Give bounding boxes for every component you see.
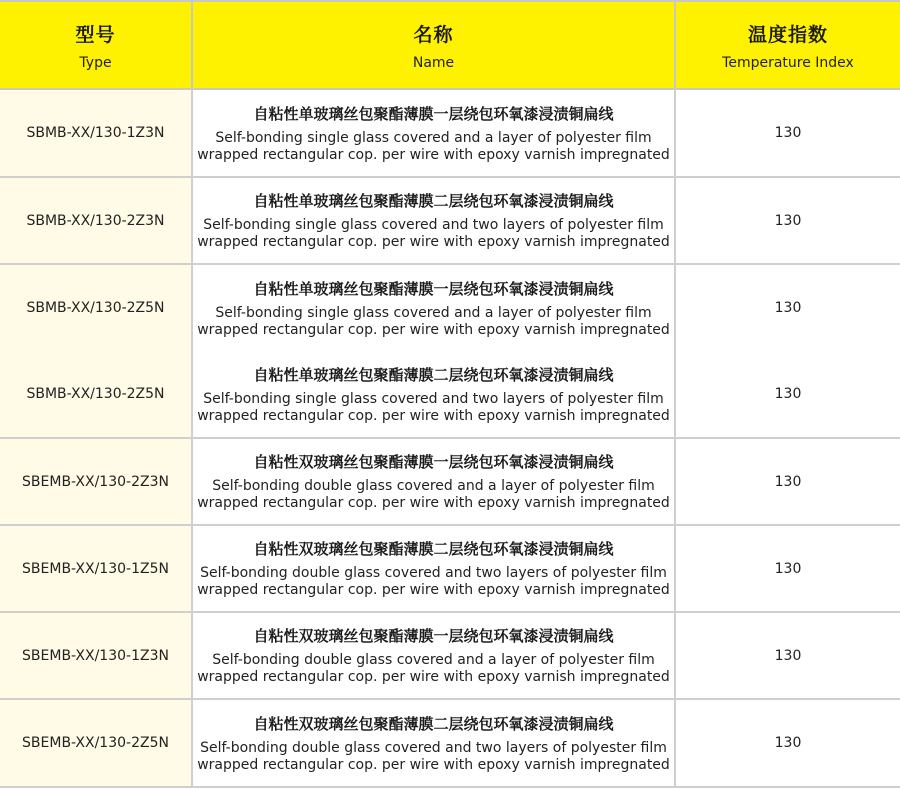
name-cell [193,351,676,437]
temp-cell [676,439,900,524]
table-row [0,526,900,613]
type-value: SBEMB-XX/130-2Z5N [22,735,169,751]
temp-cell [676,613,900,698]
name-zh: 自粘性双玻璃丝包聚酯薄膜二层绕包环氧漆浸渍铜扁线 [253,714,614,733]
name-en-line2: wrapped rectangular cop. per wire with epoxy varnish impregnated [197,234,670,250]
name-cell [193,613,676,698]
temp-value: 130 [774,125,802,141]
name-zh: 自粘性双玻璃丝包聚酯薄膜一层绕包环氧漆浸渍铜扁线 [253,453,614,471]
name-cell [193,700,676,786]
type-cell [0,700,193,786]
type-value: SBMB-XX/130-1Z3N [26,125,165,141]
name-cell [193,526,676,611]
header-type [0,2,193,88]
name-en-line1: Self-bonding double glass covered and two layers of polyester film [200,565,667,581]
header-temp-zh: 温度指数 [747,23,828,46]
name-en-line1: Self-bonding double glass covered and a layer of polyester film [212,652,655,668]
temp-value: 130 [774,560,802,577]
type-cell [0,265,193,351]
temp-value: 130 [774,647,802,664]
table-row [0,265,900,351]
header-temp [676,2,900,88]
temp-value: 130 [774,735,802,751]
header-name-en: Name [412,54,455,71]
table-row [0,439,900,526]
name-en-line2: wrapped rectangular cop. per wire with epoxy varnish impregnated [197,407,670,424]
name-zh: 自粘性单玻璃丝包聚酯薄膜一层绕包环氧漆浸渍铜扁线 [253,279,614,298]
header-type-en: Type [79,54,112,71]
name-en-line1: Self-bonding single glass covered and a layer of polyester film [215,304,652,321]
name-cell [193,265,676,351]
temp-value: 130 [774,386,802,402]
name-zh: 自粘性单玻璃丝包聚酯薄膜二层绕包环氧漆浸渍铜扁线 [253,365,614,384]
type-value: SBMB-XX/130-2Z5N [26,300,165,316]
table-row [0,700,900,788]
name-zh: 自粘性单玻璃丝包聚酯薄膜二层绕包环氧漆浸渍铜扁线 [253,192,614,210]
name-en-line1: Self-bonding single glass covered and two layers of polyester film [203,390,664,407]
temp-cell [676,700,900,786]
name-en-line2: wrapped rectangular cop. per wire with epoxy varnish impregnated [197,582,670,598]
name-cell [193,178,676,263]
type-value: SBEMB-XX/130-1Z5N [22,560,169,577]
temp-value: 130 [774,473,802,490]
type-cell [0,613,193,698]
name-zh: 自粘性单玻璃丝包聚酯薄膜一层绕包环氧漆浸渍铜扁线 [253,104,614,123]
name-en-line2: wrapped rectangular cop. per wire with epoxy varnish impregnated [197,669,670,685]
table-header [0,0,900,90]
type-cell [0,90,193,176]
header-type-zh: 型号 [75,23,116,46]
name-en-line1: Self-bonding double glass covered and two layers of polyester film [200,739,667,756]
name-en-line2: wrapped rectangular cop. per wire with epoxy varnish impregnated [197,495,670,511]
temp-cell [676,351,900,437]
name-cell [193,439,676,524]
name-en-line1: Self-bonding double glass covered and a layer of polyester film [212,478,655,494]
temp-cell [676,178,900,263]
table-row [0,90,900,178]
header-name [193,2,676,88]
name-zh: 自粘性双玻璃丝包聚酯薄膜二层绕包环氧漆浸渍铜扁线 [253,540,614,558]
type-value: SBEMB-XX/130-2Z3N [22,473,169,490]
type-cell [0,178,193,263]
temp-cell [676,265,900,351]
type-value: SBEMB-XX/130-1Z3N [22,647,169,664]
type-value: SBMB-XX/130-2Z3N [26,212,165,229]
temp-cell [676,90,900,176]
header-temp-en: Temperature Index [722,54,854,71]
name-en-line2: wrapped rectangular cop. per wire with epoxy varnish impregnated [197,756,670,773]
name-zh: 自粘性双玻璃丝包聚酯薄膜一层绕包环氧漆浸渍铜扁线 [253,627,614,645]
name-en-line1: Self-bonding single glass covered and two layers of polyester film [203,217,664,233]
type-cell [0,439,193,524]
table-row [0,613,900,700]
header-name-zh: 名称 [413,23,454,46]
name-en-line1: Self-bonding single glass covered and a layer of polyester film [215,129,652,146]
temp-value: 130 [774,300,802,316]
table-row [0,178,900,265]
table-row [0,351,900,439]
name-en-line2: wrapped rectangular cop. per wire with epoxy varnish impregnated [197,146,670,163]
type-cell [0,526,193,611]
name-en-line2: wrapped rectangular cop. per wire with epoxy varnish impregnated [197,321,670,338]
temp-value: 130 [774,212,802,229]
name-cell [193,90,676,176]
type-value: SBMB-XX/130-2Z5N [26,386,165,402]
temp-cell [676,526,900,611]
type-cell [0,351,193,437]
